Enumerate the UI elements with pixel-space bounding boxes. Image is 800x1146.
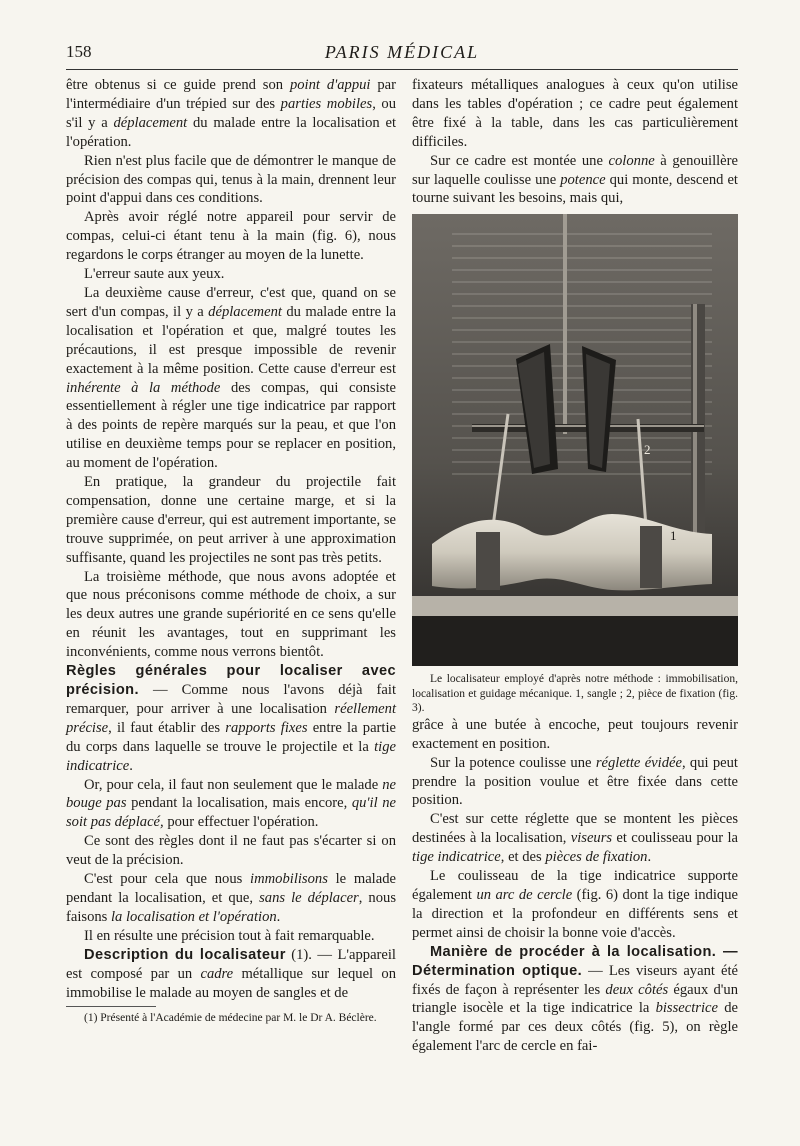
paragraph: Il en résulte une précision tout à fait remarquable. bbox=[84, 927, 375, 944]
paragraph: C'est pour cela que nous immobilisons le malade pendant la localisation, et que, sans le déplacer, nous faisons la localisation et l'opération. bbox=[66, 871, 396, 925]
left-column bbox=[66, 76, 396, 1025]
page-header bbox=[66, 42, 738, 68]
paragraph: La deuxième cause d'erreur, c'est que, quand on se sert d'un compas, il y a déplacement du malade entre la localisation et l'opération et que, malgré toutes les précautions, il est presque impossible de revenir exactement à la même position. Cette cause d'erreur est inhérente à la méthode des compas, qui consiste essentiellement à régler une tige indicatrice par rapport à des points de repère marqués sur la peau, et que l'on utilise en deuxième temps pour se replacer en position, au moment de l'opération. bbox=[66, 284, 396, 472]
section-subheading: Détermination optique. bbox=[412, 962, 583, 979]
paragraph: Ce sont des règles dont il ne faut pas s'écarter si on veut de la précision. bbox=[66, 833, 396, 869]
footnote-rule bbox=[66, 1006, 156, 1007]
localizer-photograph bbox=[412, 214, 738, 666]
running-title: PARIS MÉDICAL bbox=[324, 42, 480, 62]
section-paragraph: Règles générales pour localiser avec précision. — Comme nous l'avons déjà fait remarquer, pour arriver à une localisation réellement précise, il faut établir des rapports fixes entre la partie du corps dans laquelle se trouve le projectile et la tige indicatrice. bbox=[66, 663, 397, 774]
section-paragraph: Description du localisateur (1). — L'appareil est composé par un cadre métallique sur lequel on immobilise le malade au moyen de sangles et de bbox=[66, 946, 396, 1001]
paragraph: Rien n'est plus facile que de démontrer le manque de précision des compas qui, tenus à la main, drennent leur point d'appui dans ces conditions. bbox=[66, 152, 396, 207]
right-column bbox=[412, 76, 738, 1056]
section-heading: Règles générales pour localiser avec précision. bbox=[66, 663, 396, 698]
figure-caption: Le localisateur employé d'après notre méthode : immobilisation, localisation et guidage mécanique. 1, sangle ; 2, pièce de fixation (fig. 3). bbox=[412, 673, 738, 715]
paragraph: Sur ce cadre est montée une colonne à genouillère sur laquelle coulisse une potence qui monte, descend et tourne suivant les besoins, mais qui, bbox=[412, 152, 738, 207]
paragraph: Après avoir réglé notre appareil pour servir de compas, celui-ci étant tenu à la main (fig. 6), nous regardons le corps étranger au moyen de la lunette. bbox=[66, 209, 396, 264]
section-heading: Manière de procéder à la localisation. — bbox=[430, 943, 738, 960]
figure-label-2: 2 bbox=[644, 442, 651, 458]
localizer-photograph-drawing bbox=[412, 214, 738, 666]
paragraph: L'erreur saute aux yeux. bbox=[84, 266, 225, 283]
paragraph: Or, pour cela, il faut non seulement que le malade ne bouge pas pendant la localisation, mais encore, qu'il ne soit pas déplacé, pour effectuer l'opération. bbox=[66, 776, 396, 831]
paragraph: grâce à une butée à encoche, peut toujours revenir exactement en position. bbox=[412, 716, 738, 752]
paragraph: En pratique, la grandeur du projectile fait compensation, donne une certaine marge, et si la première cause d'erreur, qui est autrement importante, se trouve supprimée, on peut arriver à une approximation suffisante, quand les projectiles ne sont pas très petits. bbox=[66, 474, 396, 566]
paragraph: Sur la potence coulisse une réglette évidée, qui peut prendre la position voulue et être fixée dans cette position. bbox=[412, 754, 738, 809]
paragraph: C'est sur cette réglette que se montent les pièces destinées à la localisation, viseurs et coulisseau pour la tige indicatrice, et des pièces de fixation. bbox=[412, 811, 738, 866]
paragraph: La troisième méthode, que nous avons adoptée et que nous préconisons comme méthode de choix, a sur les deux autres une grande supériorité en ce sens qu'elle en réunit les avantages, tout en supprimant les inconvénients, comme nous verrons bientôt. bbox=[66, 568, 396, 661]
paragraph: être obtenus si ce guide prend son point d'appui par l'intermédiaire d'un trépied sur des parties mobiles, ou s'il y a déplacement du malade entre la localisation et l'opération. bbox=[66, 77, 397, 150]
figure-label-1: 1 bbox=[670, 528, 677, 544]
section-paragraph: Manière de procéder à la localisation. — Détermination optique. — Les viseurs ayant été fixés de façon à représenter les deux côtés égaux d'un triangle isocèle et la tige indicatrice la bissectrice de l'angle formé par ces deux côtés (fig. 5), on règle également l'arc de cercle en fai- bbox=[412, 943, 738, 1055]
header-rule bbox=[66, 69, 738, 70]
paragraph: fixateurs métalliques analogues à ceux qu'on utilise dans les tables d'opération ; ce cadre peut également être fixé à la table, dans les cas particulièrement difficiles. bbox=[412, 77, 738, 150]
footnote: (1) Présenté à l'Académie de médecine par M. le Dr A. Béclère. bbox=[84, 1012, 377, 1025]
section-heading: Description du localisateur bbox=[84, 946, 286, 963]
paragraph: Le coulisseau de la tige indicatrice supporte également un arc de cercle (fig. 6) dont la tige indique la direction et la profondeur en différents sens et permet ainsi de choisir la bonne voie d'accès. bbox=[412, 868, 739, 941]
page-number: 158 bbox=[66, 42, 92, 61]
